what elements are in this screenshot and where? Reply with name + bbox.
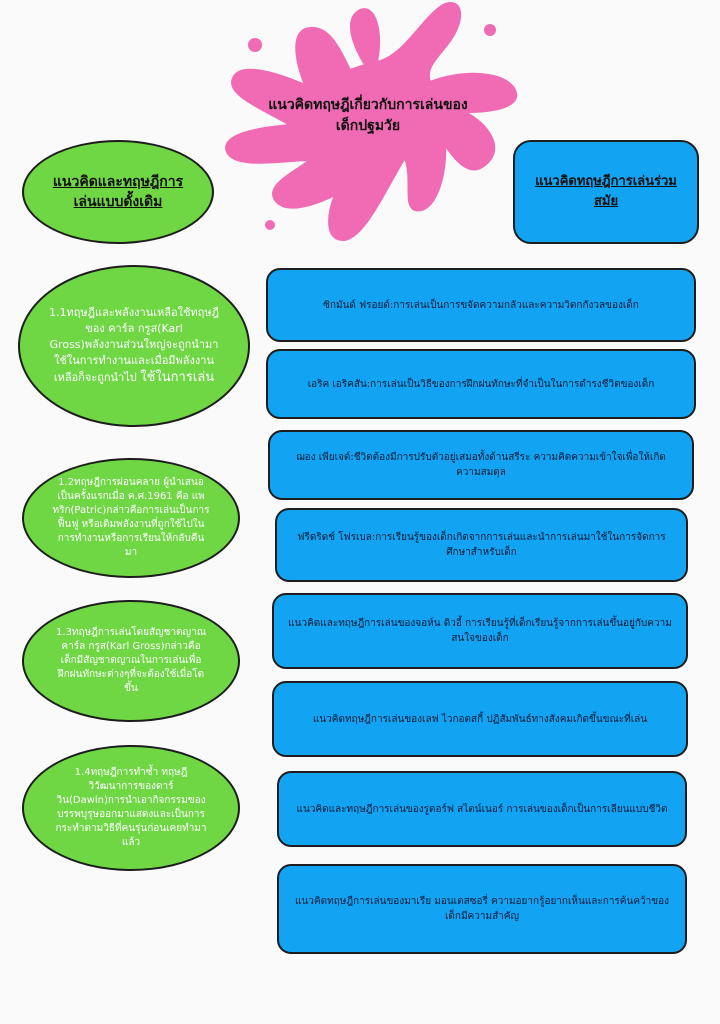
traditional-theory-1 (18, 265, 250, 427)
traditional-theory-2 (22, 458, 240, 578)
contemporary-theory-erikson: เอริค เอริคสัน:การเล่นเป็นวิธีของการฝึกฝนทักษะที่จำเป็นในการดำรงชีวิตของเด็ก (266, 349, 696, 419)
contemporary-theory-dewey: แนวคิดและทฤษฎีการเล่นของจอห์น ดิวอี้ การเรียนรู้ที่เด็กเรียนรู้จากการเล่นขึ้นอยู่กับความสนใจของเด็ก (272, 593, 688, 669)
contemporary-theory-steiner: แนวคิดและทฤษฎีการเล่นของรูดอร์ฟ สไตน์เนอร์ การเล่นของเด็กเป็นการเลียนแบบชีวิต (277, 771, 687, 847)
traditional-theory-3-text: 1.3ทฤษฎีการเล่นโดยสัญชาตญาณ คาร์ล กรูส(Karl Gross)กล่าวคือ เด็กมีสัญชาตญาณในการเล่นเพื่อฝึกฝนทักษะต่างๆที่จะต้องใช้เมื่อโตขึ้น (56, 627, 206, 694)
splat-drop-1 (248, 38, 262, 52)
traditional-theory-4-text: 1.4ทฤษฎีการทำซ้ำ ทฤษฎีวิวัฒนาการของดาร์วิน(Dawin)การนำเอากิจกรรมของบรรพบุรุษออกมาแสดงและเป็นการกระทำตามวิธีที่คนรุ่นก่อนเคยทำมาแล้ว (55, 767, 207, 848)
traditional-theory-4 (22, 745, 240, 871)
contemporary-theory-froebel: ฟรีดริดช์ โฟรเบล:การเรียนรู้ของเด็กเกิดจากการเล่นและนำการเล่นมาใช้ในการจัดการศึกษาสำหรับเด็ก (275, 508, 688, 582)
contemporary-theory-montessori: แนวคิดทฤษฎีการเล่นของมาเรีย มอนเตสซอรี่ ความอยากรู้อยากเห็นและการค้นคว้าของเด็กมีความสำคัญ (277, 864, 687, 954)
traditional-theory-1-tail: ใช้ในการเล่น (140, 370, 215, 385)
contemporary-theory-freud: ซิกมันด์ ฟรอยด์:การเล่นเป็นการขจัดความกลัวและความวิตกกังวลของเด็ก (266, 268, 696, 342)
traditional-theory-1-text: 1.1ทฤษฎีและพลังงานเหลือใช้ทฤษฎีของ คาร์ล กรูส(Karl Gross)พลังงานส่วนใหญ่จะถูกนำมาใช้ในการทำงานและเมื่อมีพลังงานเหลือก็จะถูกนำไป (49, 306, 219, 384)
page-title: แนวคิดทฤษฎีเกี่ยวกับการเล่นของเด็กปฐมวัย (268, 97, 468, 134)
splat-drop-3 (265, 220, 275, 230)
traditional-theories-header: แนวคิดและทฤษฎีการเล่นแบบดั้งเดิม (22, 140, 214, 244)
contemporary-theories-header: แนวคิดทฤษฎีการเล่นร่วมสมัย (513, 140, 699, 244)
traditional-theory-2-text: 1.2ทฤษฎีการผ่อนคลาย ผู้นำเสนอเป็นครั้งแรกเมื่อ ค.ศ.1961 คือ แพทริก(Patric)กล่าวคือการเล่นเป็นการฟื้นฟู หรือเติมพลังงานที่ถูกใช้ไปในการทำงานหรือการเรียนให้กลับคืนมา (52, 477, 210, 558)
traditional-theory-3 (22, 600, 240, 722)
splat-drop-2 (484, 24, 496, 36)
contemporary-theory-piaget: ฌอง เพียเจต์:ชีวิตต้องมีการปรับตัวอยู่เสมอทั้งด้านสรีระ ความคิดความเข้าใจเพื่อให้เกิดความสมดุล (268, 430, 694, 500)
contemporary-theory-vygotsky: แนวคิดทฤษฎีการเล่นของเลฟ ไวกอตสกี้ ปฏิสัมพันธ์ทางสังคมเกิดขึ้นขณะที่เล่น (272, 681, 688, 757)
